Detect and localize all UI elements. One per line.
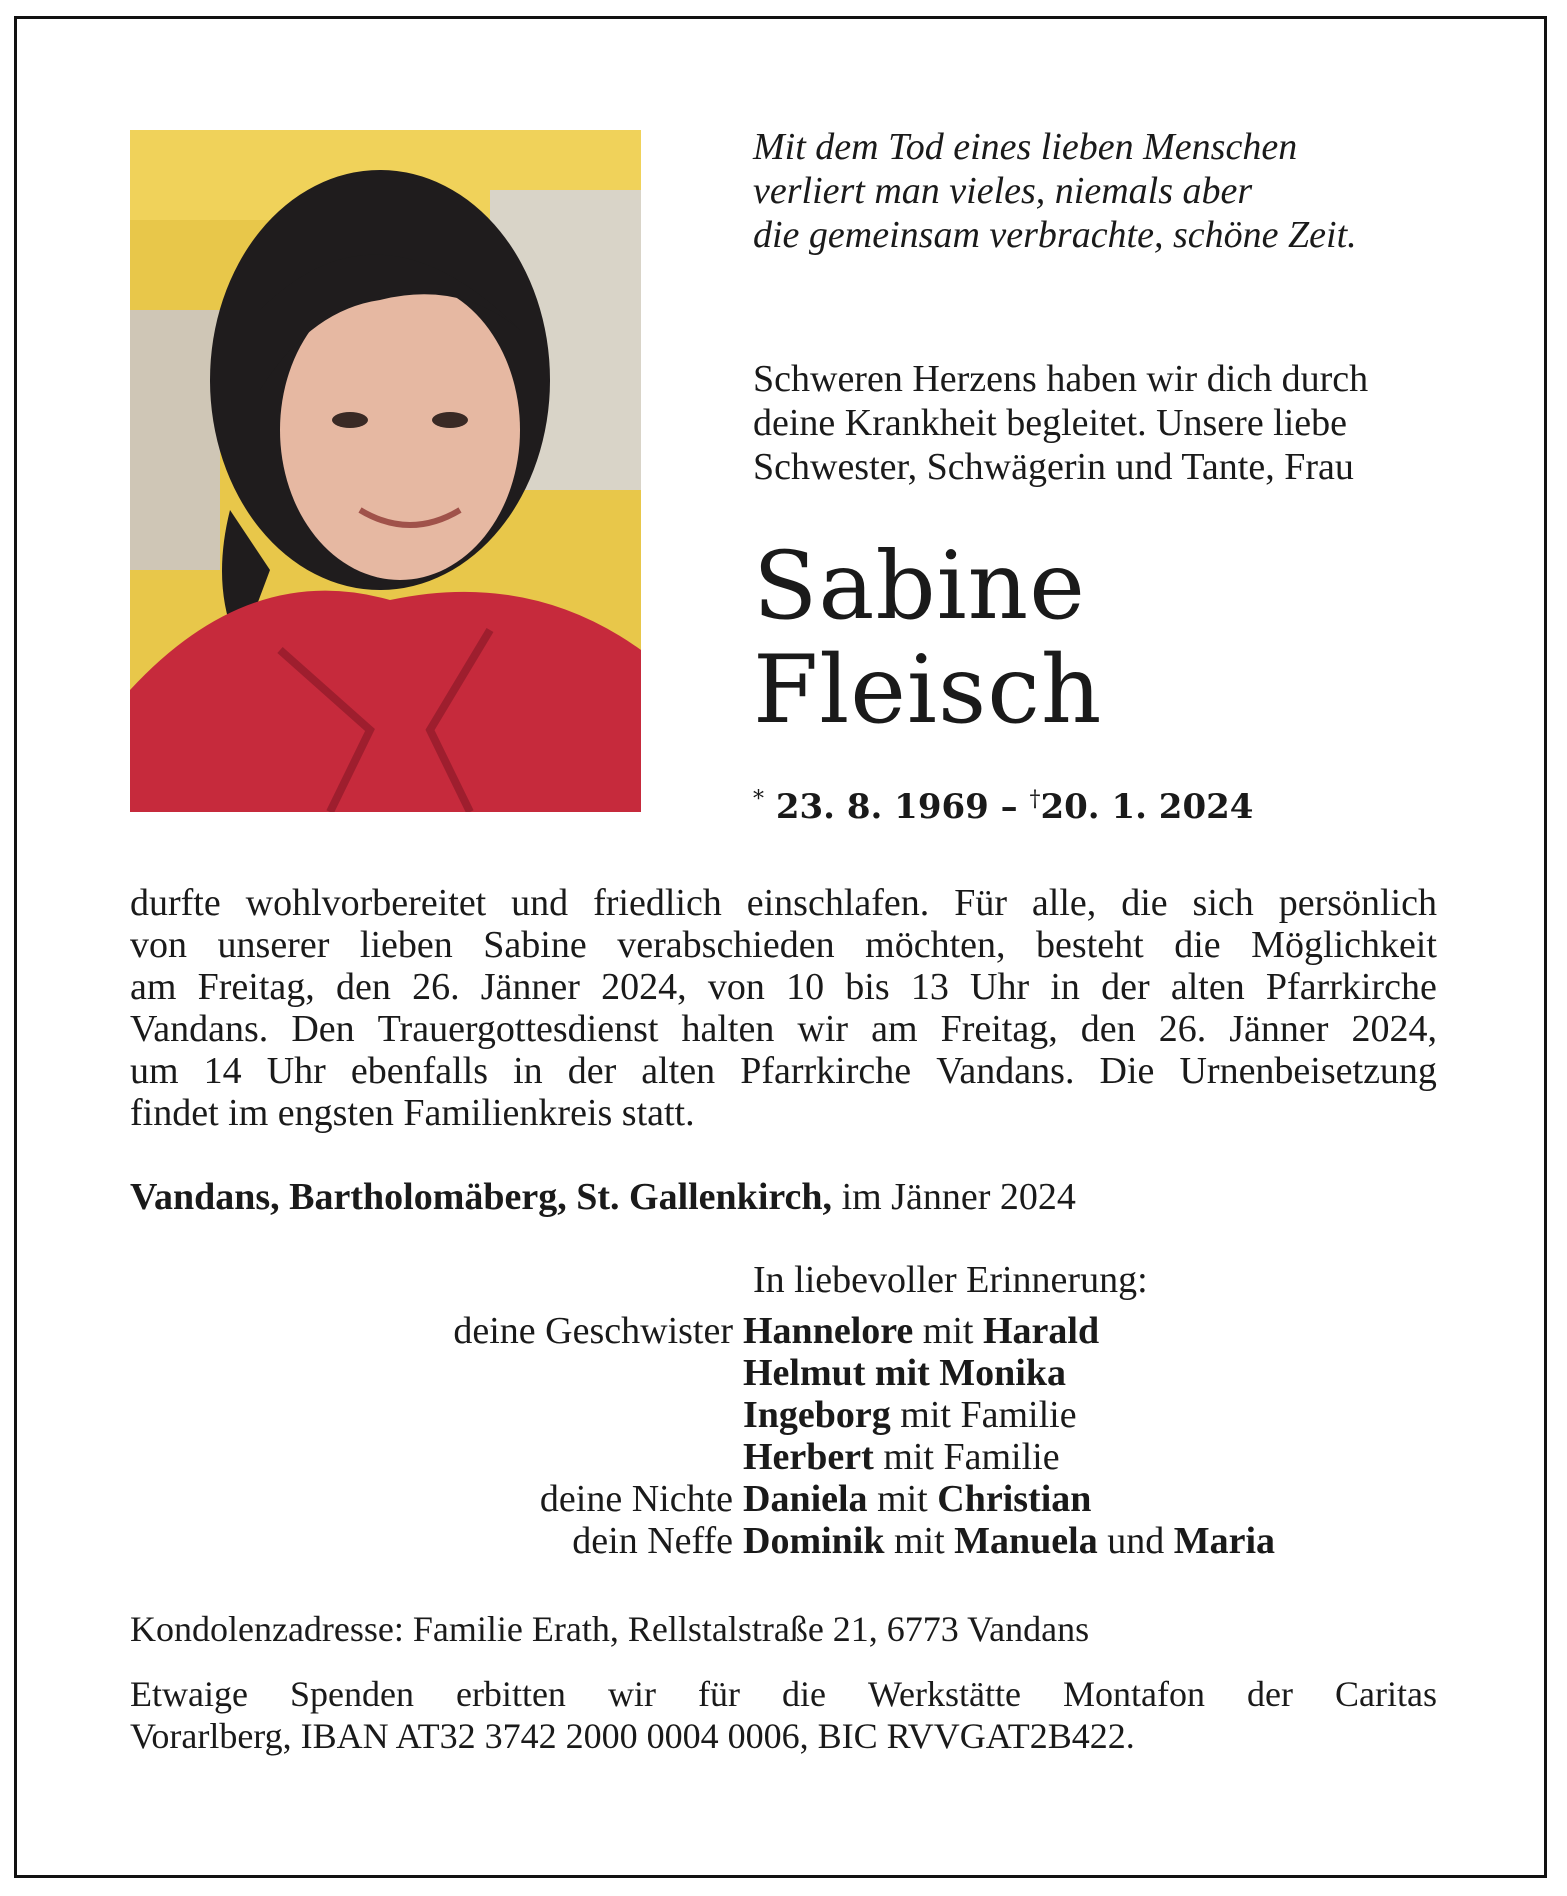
announcement-body xyxy=(130,882,1437,1134)
word: 26. xyxy=(412,966,460,1008)
word: Für xyxy=(954,882,1007,924)
word: alten xyxy=(1170,966,1245,1008)
word: Jänner xyxy=(480,966,580,1008)
mourner-relation: dein Neffe xyxy=(572,1520,733,1562)
word: Freitag, xyxy=(940,1008,1058,1050)
word: 10 xyxy=(786,966,825,1008)
mourner-name: Dominik xyxy=(743,1520,885,1562)
word: die xyxy=(781,1674,826,1714)
mourner-names xyxy=(743,1520,1275,1562)
word: von xyxy=(707,966,765,1008)
word: erbitten xyxy=(455,1674,566,1714)
mourner-relation: deine Geschwister xyxy=(453,1310,733,1352)
word: um xyxy=(130,1050,179,1092)
word: Urnenbeisetzung xyxy=(1179,1050,1437,1092)
word: in xyxy=(513,1050,543,1092)
word: wohlvorbereitet xyxy=(245,882,487,924)
body-line xyxy=(130,924,1437,966)
mourner-name: Helmut mit Monika xyxy=(743,1352,1066,1394)
mourner-row xyxy=(130,1520,1450,1562)
mourner-name: Herbert xyxy=(743,1436,874,1478)
memory-heading: In liebevoller Erinnerung: xyxy=(753,1259,1148,1301)
word: 26. xyxy=(1158,1008,1207,1050)
word: unserer xyxy=(217,924,330,966)
portrait-photo xyxy=(130,130,641,812)
word: und xyxy=(511,882,569,924)
mourners-list xyxy=(130,1310,1450,1562)
body-line xyxy=(130,1050,1437,1092)
word: 14 xyxy=(203,1050,242,1092)
mourner-names xyxy=(743,1352,1066,1394)
word: Pfarrkirche xyxy=(740,1050,912,1092)
last-name: Fleisch xyxy=(753,636,1103,745)
date-separator: – xyxy=(1000,787,1018,827)
place-locations: Vandans, Bartholomäberg, St. Gallenkirch, xyxy=(130,1176,833,1218)
word: der xyxy=(567,1050,617,1092)
word: die xyxy=(1174,924,1221,966)
mourner-row xyxy=(130,1310,1450,1352)
mourner-names xyxy=(743,1310,1099,1352)
mourner-name: Christian xyxy=(937,1478,1092,1520)
word: Uhr xyxy=(970,966,1030,1008)
mourner-names xyxy=(743,1394,1077,1436)
word: bis xyxy=(845,966,890,1008)
first-name: Sabine xyxy=(753,532,1086,641)
mourner-name: Ingeborg xyxy=(743,1394,891,1436)
portrait-illustration xyxy=(130,130,641,812)
intro-text xyxy=(753,357,1453,489)
word: 2024, xyxy=(601,966,687,1008)
mourner-names xyxy=(743,1436,1060,1478)
word: wir xyxy=(607,1674,656,1714)
word: am xyxy=(871,1008,918,1050)
intro-line: Schweren Herzens haben wir dich durch xyxy=(753,358,1369,400)
word: Caritas xyxy=(1335,1674,1437,1714)
death-symbol: † xyxy=(1029,787,1041,812)
donation-note xyxy=(130,1673,1437,1757)
word: Uhr xyxy=(266,1050,326,1092)
word: Den xyxy=(291,1008,355,1050)
mourner-relation xyxy=(130,1436,743,1478)
donation-line xyxy=(130,1673,1437,1715)
word: der xyxy=(1247,1674,1293,1714)
word: Jänner xyxy=(1229,1008,1329,1050)
word: in xyxy=(1050,966,1080,1008)
mourner-names xyxy=(743,1478,1091,1520)
death-date: 20. 1. 2024 xyxy=(1040,787,1254,827)
mourner-name: Hannelore xyxy=(743,1310,914,1352)
word: Trauergottesdienst xyxy=(377,1008,659,1050)
mourner-relation xyxy=(130,1394,743,1436)
mourner-row xyxy=(130,1394,1450,1436)
intro-line: deine Krankheit begleitet. Unsere liebe xyxy=(753,402,1348,444)
word: lieben xyxy=(359,924,453,966)
word: von xyxy=(130,924,187,966)
donation-line: Vorarlberg, IBAN AT32 3742 2000 0004 0006, BIC RVVGAT2B422. xyxy=(130,1716,1135,1756)
word: Etwaige xyxy=(130,1674,248,1714)
word: Pfarrkirche xyxy=(1265,966,1437,1008)
mourner-connector: mit Familie xyxy=(890,1394,1077,1436)
body-line xyxy=(130,1008,1437,1050)
mourner-connector: und xyxy=(1097,1520,1174,1562)
body-line: findet im engsten Familienkreis statt. xyxy=(130,1092,695,1134)
word: Freitag, xyxy=(197,966,315,1008)
word: den xyxy=(1080,1008,1136,1050)
word: Die xyxy=(1099,1050,1155,1092)
place-and-date xyxy=(130,1175,1076,1219)
word: den xyxy=(335,966,391,1008)
mourner-connector: mit xyxy=(913,1310,983,1352)
quote-line: verliert man vieles, niemals aber xyxy=(753,170,1253,212)
body-line xyxy=(130,882,1437,924)
word: Montafon xyxy=(1063,1674,1205,1714)
quote-line: die gemeinsam verbrachte, schöne Zeit. xyxy=(753,214,1357,256)
birth-symbol: * xyxy=(753,787,764,812)
memorial-quote xyxy=(753,125,1473,257)
word: Möglichkeit xyxy=(1251,924,1437,966)
mourner-name: Manuela xyxy=(954,1520,1098,1562)
word: persönlich xyxy=(1278,882,1437,924)
mourner-name: Maria xyxy=(1173,1520,1276,1562)
quote-line: Mit dem Tod eines lieben Menschen xyxy=(753,126,1298,168)
word: verabschieden xyxy=(617,924,835,966)
word: besteht xyxy=(1036,924,1144,966)
mourner-row xyxy=(130,1478,1450,1520)
mourner-connector: mit xyxy=(867,1478,938,1520)
word: Vandans. xyxy=(936,1050,1075,1092)
word: Sabine xyxy=(483,924,587,966)
mourner-relation: deine Nichte xyxy=(539,1478,733,1520)
word: die xyxy=(1121,882,1168,924)
word: Vandans. xyxy=(130,1008,269,1050)
mourner-name: Daniela xyxy=(743,1478,868,1520)
birth-date: 23. 8. 1969 xyxy=(775,787,989,827)
word: Spenden xyxy=(289,1674,414,1714)
word: friedlich xyxy=(593,882,722,924)
word: wir xyxy=(797,1008,849,1050)
word: der xyxy=(1101,966,1150,1008)
mourner-connector: mit xyxy=(884,1520,955,1562)
word: alle, xyxy=(1031,882,1097,924)
mourner-row xyxy=(130,1352,1450,1394)
word: ebenfalls xyxy=(350,1050,489,1092)
condolence-address: Kondolenzadresse: Familie Erath, Rellstalstraße 21, 6773 Vandans xyxy=(130,1609,1090,1649)
intro-line: Schwester, Schwägerin und Tante, Frau xyxy=(753,446,1354,488)
word: halten xyxy=(681,1008,775,1050)
word: am xyxy=(130,966,177,1008)
place-date: im Jänner 2024 xyxy=(832,1176,1076,1218)
mourner-row xyxy=(130,1436,1450,1478)
word: Werkstätte xyxy=(867,1674,1021,1714)
life-dates xyxy=(753,778,1253,829)
word: 13 xyxy=(910,966,949,1008)
mourner-connector: mit Familie xyxy=(873,1436,1060,1478)
body-line xyxy=(130,966,1437,1008)
word: alten xyxy=(641,1050,716,1092)
word: durfte xyxy=(130,882,221,924)
deceased-name xyxy=(753,532,1103,745)
word: für xyxy=(697,1674,740,1714)
mourner-relation xyxy=(130,1352,743,1394)
word: sich xyxy=(1192,882,1254,924)
word: 2024, xyxy=(1351,1008,1437,1050)
word: einschlafen. xyxy=(746,882,930,924)
word: möchten, xyxy=(865,924,1006,966)
mourner-name: Harald xyxy=(982,1310,1100,1352)
